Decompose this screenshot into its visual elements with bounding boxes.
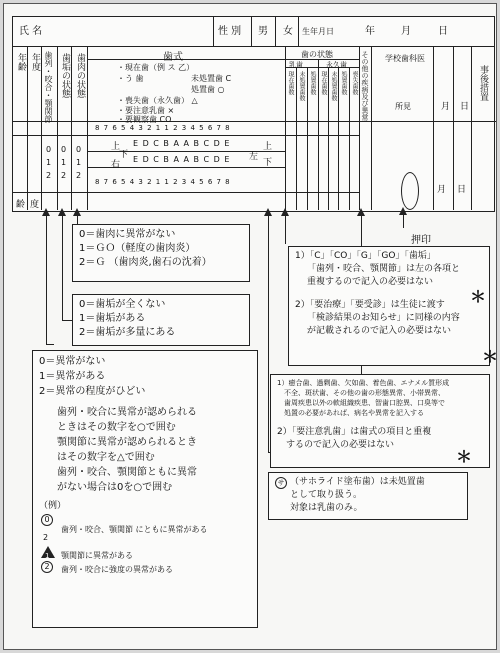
- plaque-num-0: 0: [61, 145, 67, 154]
- col-month: 月: [439, 101, 449, 110]
- legend-missing: ・喪失歯（永久歯） △: [117, 96, 198, 105]
- plaque-line-0: 0＝歯垢が全くない: [79, 299, 166, 310]
- jaw-note: はその数字を△で囲む: [57, 452, 155, 463]
- dental-record-form: [12, 16, 495, 212]
- gum-legend-box: [72, 224, 250, 282]
- legend-untreated: 未処置歯 C: [191, 74, 232, 83]
- stamp-label: 押印: [411, 235, 431, 246]
- row-month: 月: [437, 185, 447, 195]
- header-row: [13, 17, 494, 47]
- dob-year: 年: [365, 26, 375, 37]
- male-option: 男: [258, 26, 268, 37]
- circled-zero-icon: 0: [41, 514, 53, 526]
- col-baby-teeth: 乳歯: [289, 61, 303, 69]
- col-gum: 歯肉の状態: [75, 53, 85, 98]
- note-line: 1）「C」「CO」「G」「GO」「歯垢」: [295, 251, 436, 261]
- plaque-num-1: 1: [61, 158, 67, 167]
- legend-need-observe: ・要注意乳歯 ×: [117, 106, 175, 115]
- saho-line: 対象は乳歯のみ。: [290, 503, 363, 513]
- lower-perm-teeth: 8 7 6 5 4 3 2 1 1 2 3 4 5 6 7 8: [95, 178, 231, 186]
- col-year: 年度: [30, 53, 40, 71]
- plaque-line-1: 1＝歯垢がある: [79, 313, 146, 324]
- note-line: 2）「要治療」「要受診」は生徒に渡す: [295, 300, 445, 310]
- legend-co: ・要観察歯 CO: [117, 115, 172, 124]
- jaw-note: 歯列・咬合に異常が認められる: [57, 407, 197, 418]
- note-line: が記載されるので記入の必要はない: [307, 326, 452, 336]
- other-line: 不全、斑状歯、その他の歯の形態異常、小帯異常、: [277, 389, 445, 397]
- jaw-note: がない場合は0を○で囲む: [57, 482, 173, 493]
- triangle-one: 1: [45, 552, 50, 560]
- sa-circle-icon: サ: [275, 477, 287, 489]
- other-line: するので記入の必要はない: [277, 440, 395, 450]
- gum-line-2: 2＝Ｇ （歯肉炎,歯石の沈着）: [79, 257, 212, 268]
- col-other: その他の疾病及び異常: [361, 51, 369, 121]
- other-line: 2）「要注意乳歯」は歯式の項目と重複: [277, 427, 432, 437]
- label-left: 左: [249, 152, 259, 162]
- sub-col: 未処置歯数: [330, 71, 337, 101]
- document-page: [3, 3, 497, 650]
- row-year: 度: [30, 200, 40, 210]
- col-tooth-jaw: 歯列・咬合・顎関節: [44, 51, 53, 123]
- sex-label: 性 別: [218, 26, 242, 37]
- female-option: 女: [283, 26, 293, 37]
- row-age: 齢: [16, 200, 26, 210]
- note-line: 重複するので記入の必要はない: [307, 277, 434, 287]
- jaw-note: 歯列・咬合、顎関節ともに異常: [57, 467, 197, 478]
- gum-num-2: 2: [76, 171, 82, 180]
- gum-line-0: 0＝歯肉に異常がない: [79, 229, 176, 240]
- name-label: 氏 名: [19, 26, 43, 37]
- saho-box: [268, 472, 468, 520]
- plaque-legend-box: [72, 294, 250, 346]
- jaw-num-2: 2: [46, 171, 52, 180]
- asterisk-2: ＊: [482, 347, 499, 366]
- example-two: 2: [43, 533, 49, 542]
- note-line: 「歯列・咬合、顎関節」は左の各項と: [307, 264, 461, 274]
- legend-decay: ・う 歯: [117, 74, 144, 83]
- stamp-oval[interactable]: [401, 172, 419, 210]
- example-1-text: 歯列・咬合、顎関節 にともに異常がある: [61, 525, 208, 534]
- plaque-num-2: 2: [61, 171, 67, 180]
- sub-col: 処置歯数: [340, 71, 347, 95]
- legend-treated: 処置歯 ○: [191, 85, 225, 94]
- upper-perm-teeth: 8 7 6 5 4 3 2 1 1 2 3 4 5 6 7 8: [95, 124, 231, 132]
- saho-line: （サホライド塗布歯）は未処置歯: [290, 477, 425, 487]
- example-label: （例）: [39, 501, 67, 511]
- legend-present: ・現在歯（例 ス 乙）: [117, 63, 195, 72]
- label-right: 右: [111, 160, 121, 170]
- circled-two-icon: 2: [41, 561, 53, 573]
- gum-line-1: 1＝ＧＯ（軽度の歯肉炎）: [79, 243, 196, 254]
- example-2-text: 顎関節に異常がある: [61, 551, 133, 560]
- label-up-right: 上: [263, 142, 273, 152]
- jaw-num-1: 1: [46, 158, 52, 167]
- col-action: 事後措置: [478, 65, 488, 101]
- label-up-left: 上: [111, 142, 121, 152]
- dob-label: 生年月日: [302, 27, 334, 36]
- sub-col: 現在歯数: [320, 71, 327, 95]
- label-down-right: 下: [263, 158, 273, 168]
- row-day: 日: [457, 185, 467, 195]
- saho-line: として取り扱う。: [290, 490, 363, 500]
- jaw-line-2: 2＝異常の程度がひどい: [39, 386, 146, 397]
- jaw-note: 顎関節に異常が認められるとき: [57, 437, 197, 448]
- gum-num-0: 0: [76, 145, 82, 154]
- label-down-left: 下: [119, 150, 129, 160]
- note-line: 「検診結果のお知らせ」に同様の内容: [307, 313, 460, 323]
- plaque-line-2: 2＝歯垢が多量にある: [79, 327, 176, 338]
- col-perm-teeth: 永久歯: [326, 61, 347, 69]
- col-plaque: 歯垢の状態: [60, 53, 70, 98]
- lower-baby-teeth: E D C B A A B C D E: [133, 155, 231, 164]
- sub-col: 喪失歯数: [351, 71, 358, 95]
- jaw-line-0: 0＝異常がない: [39, 356, 106, 367]
- upper-baby-teeth: E D C B A A B C D E: [133, 139, 231, 148]
- gum-num-1: 1: [76, 158, 82, 167]
- other-line: 処置の必要があれば、病名や異常を記入する: [277, 409, 424, 417]
- dob-day: 日: [438, 26, 448, 37]
- jaw-note: ときはその数字を○で囲む: [57, 422, 176, 433]
- col-shiki: 歯式: [163, 52, 183, 63]
- jaw-num-0: 0: [46, 145, 52, 154]
- sub-col: 未処置歯数: [298, 71, 305, 101]
- sub-col: 現在歯数: [287, 71, 294, 95]
- col-tooth-state: 歯の状態: [301, 50, 333, 59]
- col-school-dentist: 学校歯科医: [385, 54, 425, 63]
- other-line: 1）癒合歯、過剰歯、欠如歯、着色歯、エナメル質形成: [277, 379, 450, 387]
- dob-month: 月: [401, 26, 411, 37]
- jaw-legend-box: [32, 350, 258, 628]
- jaw-line-1: 1＝異常がある: [39, 371, 106, 382]
- col-shoken: 所見: [395, 102, 411, 111]
- col-day: 日: [458, 101, 468, 110]
- notes-box: [288, 246, 490, 366]
- col-age: 年齢: [16, 53, 26, 71]
- other-line: 歯周疾患以外の軟組織疾患、智歯口腔異、口臭等で: [277, 399, 445, 407]
- sub-col: 処置歯数: [309, 71, 316, 95]
- asterisk-3: ＊: [456, 447, 473, 466]
- example-3-text: 歯列・咬合に強度の異常がある: [61, 565, 173, 574]
- asterisk-1: ＊: [470, 287, 487, 306]
